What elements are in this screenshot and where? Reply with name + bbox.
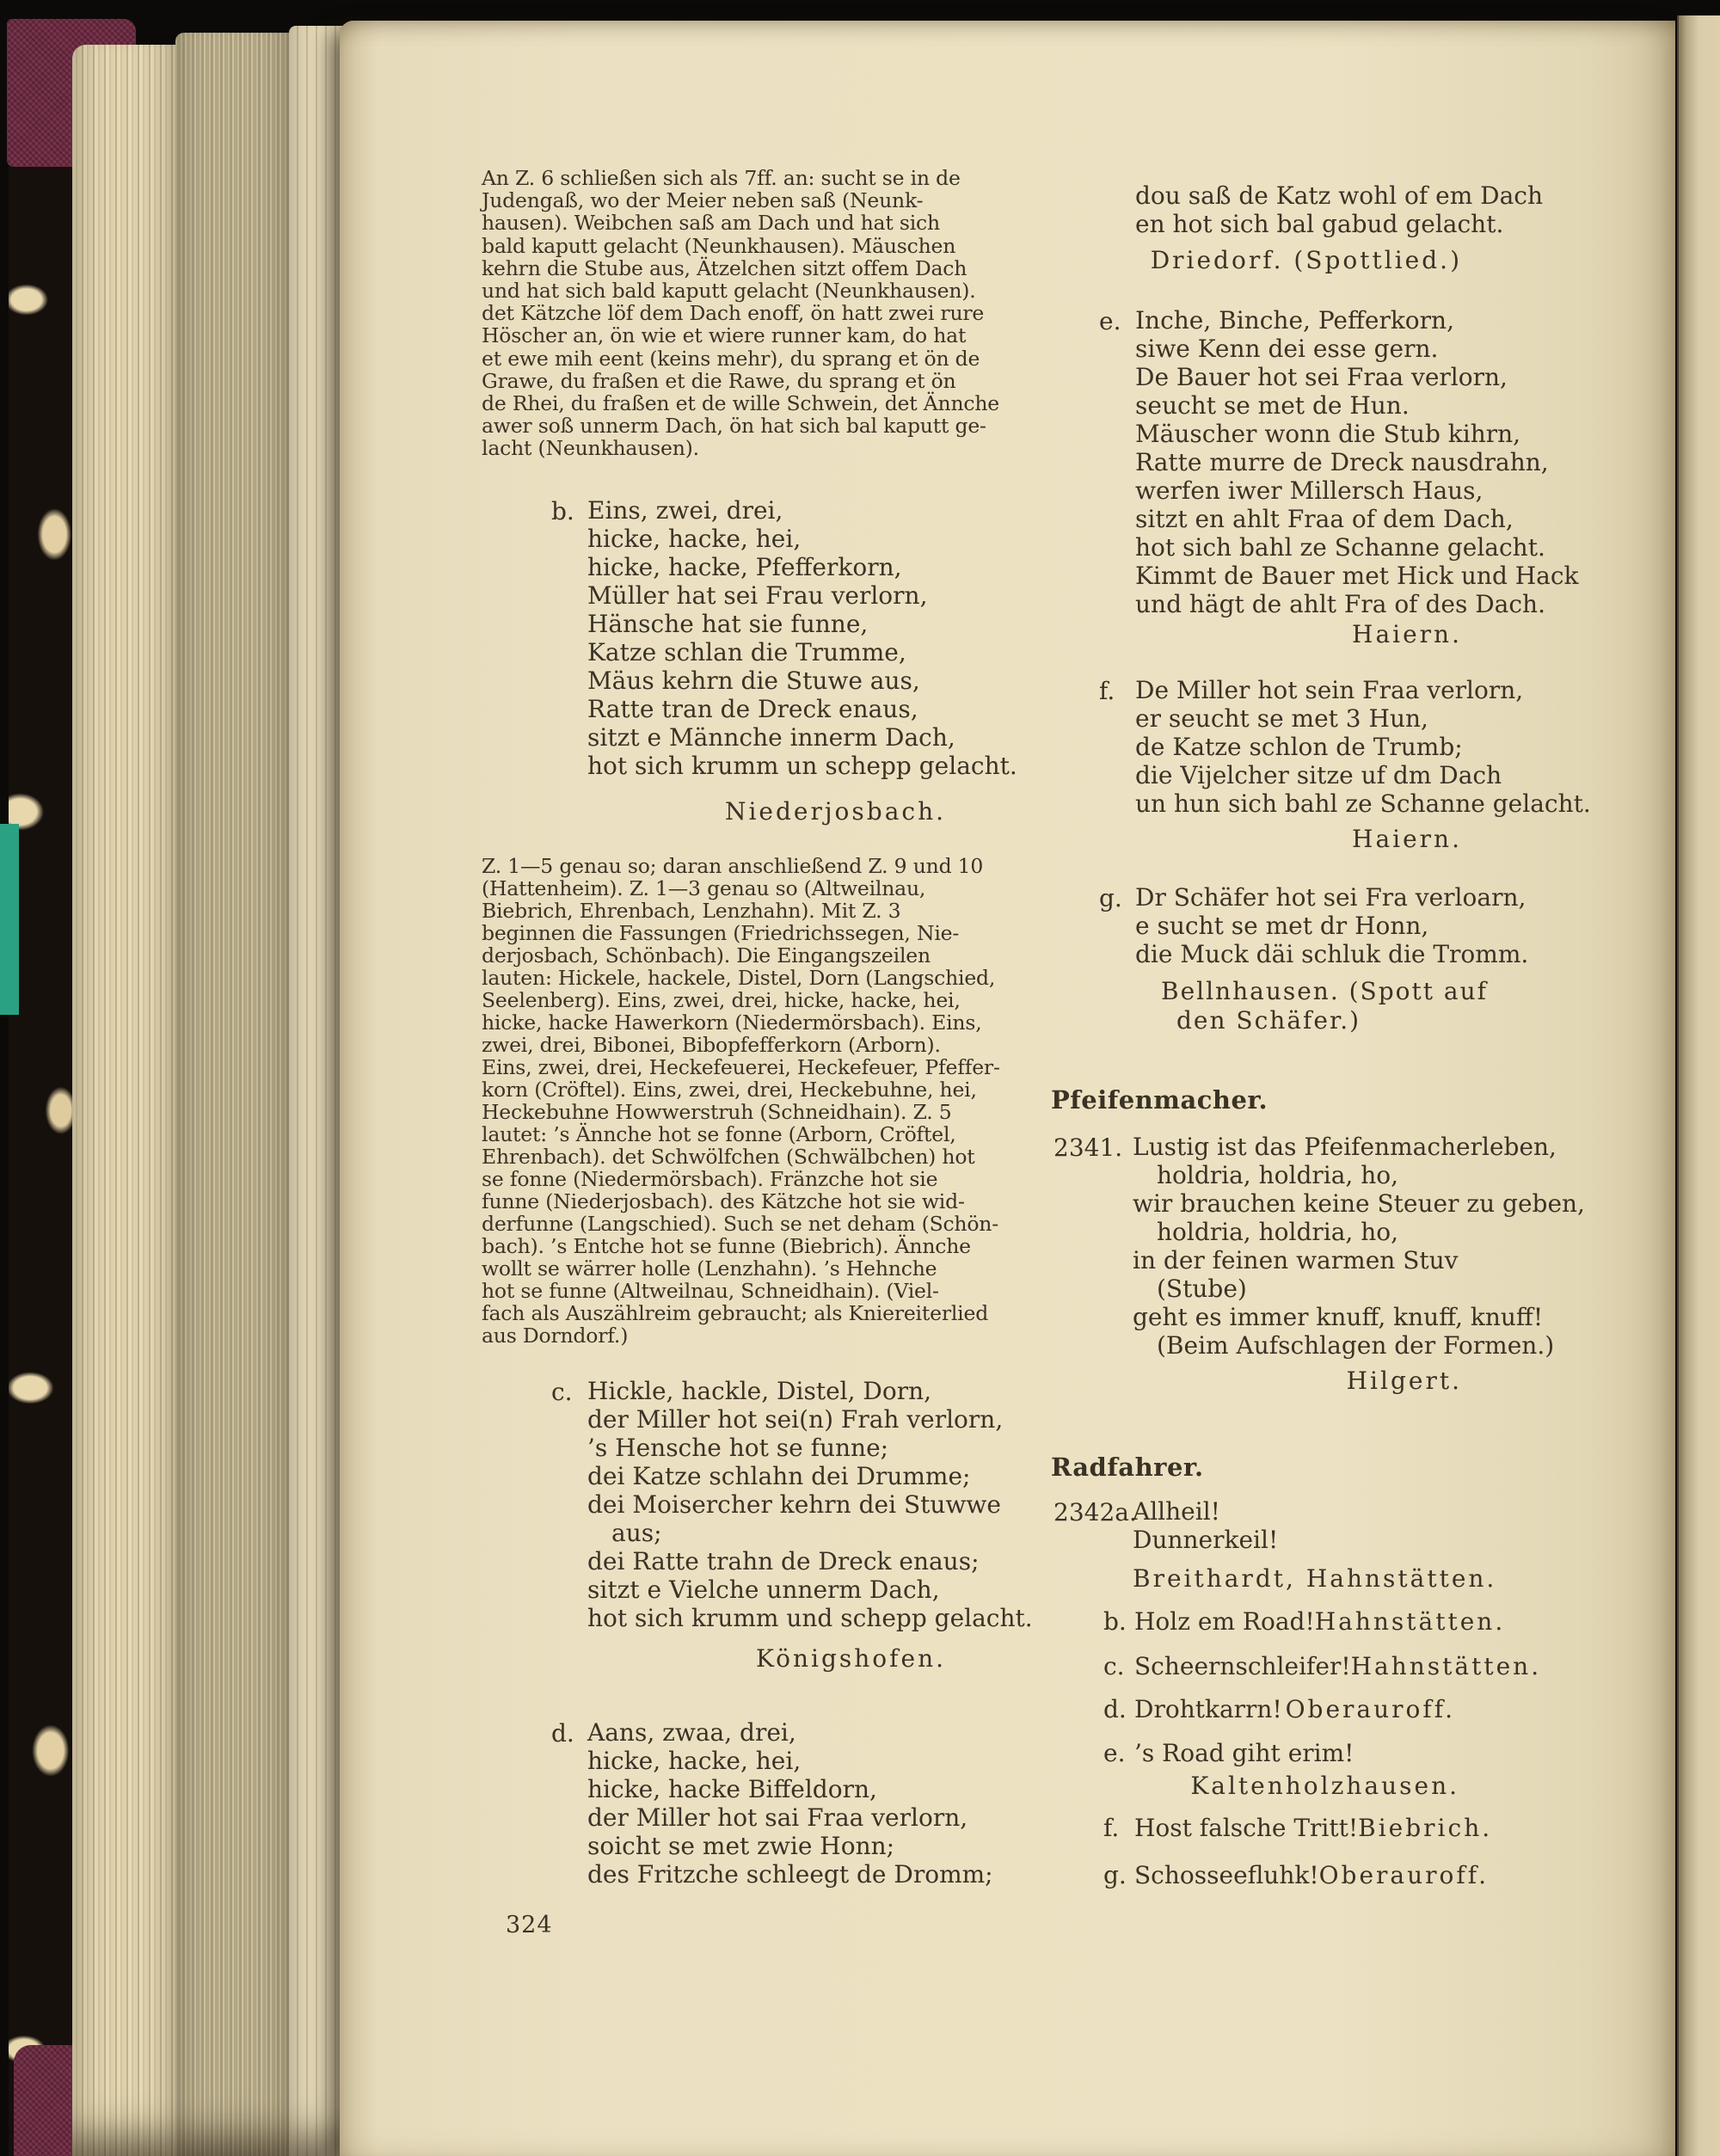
text-line: hot sich krumm un schepp gelacht. [587, 752, 1017, 780]
text-line: werfen iwer Millersch Haus, [1135, 476, 1484, 505]
poem-g-attribution [1161, 977, 1488, 1035]
text-line: Judengaß, wo der Meier neben saß (Neunk- [482, 188, 924, 213]
text-line: aus; [611, 1519, 662, 1547]
poem-a-attribution: Driedorf. (Spottlied.) [1150, 246, 1462, 274]
text-line: Mäus kehrn die Stuwe aus, [587, 666, 920, 695]
text-line: hausen). Weibchen saß am Dach und hat sich [482, 211, 940, 236]
text-line: beginnen die Fassungen (Friedrichssegen, Nie- [482, 921, 960, 945]
text-line: Biebrich, Ehrenbach, Lenzhahn). Mit Z. 3 [482, 899, 901, 923]
text-line: zwei, drei, Bibonei, Bibopfefferkorn (Arborn). [482, 1033, 941, 1057]
item-text: Schosseefluhk! [1134, 1861, 1319, 1889]
text-line: Heckebuhne Howwerstruh (Schneidhain). Z. 5 [482, 1100, 952, 1124]
text-line: seucht se met de Hun. [1135, 391, 1410, 420]
page-edge-stack-outer [72, 45, 175, 2156]
item-text: ’s Road giht erim! [1134, 1739, 1354, 1767]
section-heading-pfeifenmacher: Pfeifenmacher. [1051, 1085, 1268, 1115]
book-cover-marble-edge [9, 22, 72, 2156]
item-text: Host falsche Tritt! [1134, 1814, 1359, 1842]
text-line: en hot sich bal gabud gelacht. [1135, 210, 1504, 238]
radfahrer-item-e-place: Kaltenholzhausen. [1190, 1772, 1459, 1800]
entry-2342a-number: 2342a. [1054, 1498, 1137, 1526]
poem-e-label: e. [1099, 307, 1121, 335]
poem-e-lines [1135, 306, 1579, 618]
text-line: Lustig ist das Pfeifenmacherleben, [1133, 1133, 1557, 1161]
text-line: den Schäfer.) [1176, 1006, 1361, 1035]
text-line: Kimmt de Bauer met Hick und Hack [1135, 562, 1579, 590]
text-line: awer soß unnerm Dach, ön hat sich bal kaputt ge- [482, 414, 986, 439]
item-label: b. [1103, 1607, 1127, 1636]
text-line: Inche, Binche, Pefferkorn, [1135, 306, 1454, 335]
text-line: hot sich bahl ze Schanne gelacht. [1135, 533, 1545, 562]
text-line: hicke, hacke, Pfefferkorn, [587, 553, 902, 581]
text-line: Bellnhausen. (Spott auf [1161, 977, 1489, 1005]
text-line: (Stube) [1157, 1275, 1247, 1303]
item-text: Scheernschleifer! [1134, 1652, 1351, 1680]
text-line: lacht (Neunkhausen). [482, 436, 699, 461]
item-place: Hahnstätten. [1350, 1652, 1542, 1680]
text-line: dei Katze schlahn dei Drumme; [587, 1462, 971, 1490]
text-line: funne (Niederjosbach). des Kätzche hot sie wid- [482, 1189, 965, 1213]
entry-2341-lines [1133, 1133, 1585, 1360]
facing-page-gutter [1677, 15, 1720, 2156]
text-line: Allheil! [1133, 1497, 1220, 1526]
item-place: Biebrich. [1358, 1814, 1493, 1842]
text-line: der Miller hot sei(n) Frah verlorn, [587, 1405, 1004, 1434]
item-text: Drohtkarrn! [1134, 1695, 1282, 1723]
text-line: und hägt de ahlt Fra of des Dach. [1135, 590, 1545, 618]
poem-e [1099, 306, 1579, 618]
text-line: Dunnerkeil! [1133, 1526, 1279, 1554]
poem-b-label: b. [551, 497, 574, 525]
text-line: det Kätzche löf dem Dach enoff, ön hatt zwei rure [482, 301, 985, 326]
text-line: de Rhei, du fraßen et de wille Schwein, det Ännche [482, 391, 1000, 416]
text-line: derjosbach, Schönbach). Die Eingangszeilen [482, 943, 931, 967]
text-line: Höscher an, ön wie et wiere runner kam, do hat [482, 323, 967, 348]
poem-g [1099, 883, 1529, 968]
radfahrer-item-e [1103, 1739, 1455, 1767]
item-text: Holz em Road! [1134, 1607, 1315, 1636]
text-line: se fonne (Niedermörsbach). Fränzche hot sie [482, 1167, 938, 1191]
text-line: die Vijelcher sitze uf dm Dach [1135, 761, 1502, 789]
text-line: bach). ’s Entche hot se funne (Biebrich). Ännche [482, 1234, 971, 1258]
entry-2342a-attribution: Breithardt, Hahnstätten. [1133, 1564, 1497, 1593]
text-line: Hickle, hackle, Distel, Dorn, [587, 1377, 932, 1405]
text-line: hicke, hacke, hei, [587, 525, 802, 553]
book-page [340, 21, 1675, 2156]
poem-b-attribution: Niederjosbach. [724, 797, 946, 826]
text-line: hicke, hacke, hei, [587, 1747, 802, 1775]
page-edge-stack-middle [175, 33, 289, 2156]
text-line: Müller hat sei Frau verlorn, [587, 581, 928, 610]
text-line: Z. 1—5 genau so; daran anschließend Z. 9 und 10 [482, 854, 984, 878]
text-line: Ratte tran de Dreck enaus, [587, 695, 918, 723]
text-line: siwe Kenn dei esse gern. [1135, 335, 1439, 363]
text-line: wir brauchen keine Steuer zu geben, [1133, 1189, 1585, 1218]
radfahrer-item-d [1103, 1695, 1455, 1723]
text-line: sitzt e Vielche unnerm Dach, [587, 1576, 940, 1604]
radfahrer-item-b [1103, 1607, 1506, 1636]
text-line: sitzt e Männche innerm Dach, [587, 723, 955, 752]
text-line: soicht se met zwie Honn; [587, 1832, 895, 1860]
text-line: e sucht se met dr Honn, [1135, 912, 1429, 940]
text-line: und hat sich bald kaputt gelacht (Neunkhausen). [482, 279, 976, 304]
poem-d-lines [587, 1718, 993, 1889]
text-line: hot sich krumm und schepp gelacht. [587, 1604, 1033, 1632]
text-line: aus Dorndorf.) [482, 1324, 629, 1348]
text-line: hot se funne (Altweilnau, Schneidhain). (Viel- [482, 1279, 939, 1303]
poem-c-label: c. [551, 1378, 573, 1406]
poem-f-label: f. [1099, 677, 1115, 705]
intro-note-paragraph [482, 167, 1025, 460]
poem-c-attribution: Königshofen. [755, 1644, 946, 1673]
radfahrer-item-g [1103, 1861, 1490, 1889]
poem-a-continuation [1135, 181, 1543, 238]
text-line: bald kaputt gelacht (Neunkhausen). Mäuschen [482, 233, 956, 258]
text-line: holdria, holdria, ho, [1157, 1161, 1398, 1189]
radfahrer-item-f [1103, 1814, 1493, 1842]
text-line: Eins, zwei, drei, [587, 496, 783, 525]
text-line: (Hattenheim). Z. 1—3 genau so (Altweilnau, [482, 876, 926, 900]
text-line: Hänsche hat sie funne, [587, 610, 869, 638]
text-line: wollt se wärrer holle (Lenzhahn). ’s Hehnche [482, 1256, 937, 1281]
poem-g-label: g. [1099, 884, 1122, 912]
text-line: des Fritzche schleegt de Dromm; [587, 1860, 993, 1889]
text-line: (Beim Aufschlagen der Formen.) [1157, 1331, 1555, 1360]
text-line: Katze schlan die Trumme, [587, 638, 906, 666]
poem-d [551, 1718, 993, 1889]
item-label: d. [1103, 1695, 1127, 1723]
entry-2341-attribution: Hilgert. [1346, 1367, 1462, 1395]
text-line: Grawe, du fraßen et die Rawe, du sprang et ön [482, 368, 956, 393]
entry-2342a [1054, 1497, 1279, 1554]
poem-f-attribution: Haiern. [1352, 825, 1462, 853]
entry-2342a-lines [1133, 1497, 1278, 1554]
item-label: f. [1103, 1814, 1120, 1842]
text-line: Aans, zwaa, drei, [587, 1718, 796, 1747]
text-line: sitzt en ahlt Fraa of dem Dach, [1135, 505, 1514, 533]
text-line: in der feinen warmen Stuv [1133, 1246, 1459, 1275]
text-line: derfunne (Langschied). Such se net deham (Schön- [482, 1212, 998, 1236]
text-line: Eins, zwei, drei, Heckefeuerei, Heckefeuer, Pfeffer- [482, 1055, 1000, 1079]
text-line: dei Ratte trahn de Dreck enaus; [587, 1547, 980, 1576]
text-line: der Miller hot sai Fraa verlorn, [587, 1803, 968, 1832]
text-line: Mäuscher wonn die Stub kihrn, [1135, 420, 1521, 448]
poem-d-label: d. [551, 1719, 574, 1748]
text-line: hicke, hacke Biffeldorn, [587, 1775, 877, 1803]
entry-2341-number: 2341. [1054, 1133, 1123, 1162]
poem-c [551, 1377, 1033, 1632]
text-line: kehrn die Stube aus, Ätzelchen sitzt offem Dach [482, 255, 968, 280]
text-line: lautet: ’s Ännche hot se fonne (Arborn, Cröftel, [482, 1122, 956, 1146]
text-line: et ewe mih eent (keins mehr), du sprang et ön de [482, 346, 980, 371]
poem-g-lines [1135, 883, 1528, 968]
text-line: un hun sich bahl ze Schanne gelacht. [1135, 789, 1591, 818]
item-place: Oberauroff. [1285, 1695, 1455, 1723]
poem-e-attribution: Haiern. [1352, 620, 1462, 648]
text-line: de Katze schlon de Trumb; [1135, 733, 1463, 761]
text-line: dei Moisercher kehrn dei Stuwwe [587, 1490, 1001, 1519]
entry-2341 [1054, 1133, 1585, 1360]
text-line: Ehrenbach). det Schwölfchen (Schwälbchen) hot [482, 1145, 975, 1169]
text-line: Dr Schäfer hot sei Fra verloarn, [1135, 883, 1526, 912]
text-line: geht es immer knuff, knuff, knuff! [1133, 1303, 1544, 1331]
text-line: lauten: Hickele, hackele, Distel, Dorn (Langschied, [482, 966, 996, 990]
item-place: Hahnstätten. [1314, 1607, 1506, 1636]
poem-f [1099, 676, 1591, 818]
text-line: fach als Auszählreim gebraucht; als Kniereiterlied [482, 1301, 989, 1325]
text-line: er seucht se met 3 Hun, [1135, 704, 1428, 733]
poem-b-lines [587, 496, 1017, 780]
bookmark-teal-patch [0, 824, 19, 1015]
radfahrer-item-c [1103, 1652, 1542, 1680]
text-line: korn (Cröftel). Eins, zwei, drei, Heckebuhne, hei, [482, 1078, 977, 1102]
text-line: ’s Hensche hot se funne; [587, 1434, 889, 1462]
poem-c-lines [587, 1377, 1033, 1632]
item-label: g. [1103, 1861, 1127, 1889]
variants-note-paragraph [482, 855, 1025, 1347]
item-label: e. [1103, 1739, 1126, 1767]
poem-f-lines [1135, 676, 1591, 818]
text-line: dou saß de Katz wohl of em Dach [1135, 181, 1544, 210]
text-line: Ratte murre de Dreck nausdrahn, [1135, 448, 1549, 476]
poem-b [551, 496, 1017, 780]
item-label: c. [1103, 1652, 1125, 1680]
text-line: De Bauer hot sei Fraa verlorn, [1135, 363, 1508, 391]
text-line: hicke, hacke Hawerkorn (Niedermörsbach). Eins, [482, 1010, 982, 1035]
text-line: Seelenberg). Eins, zwei, drei, hicke, hacke, hei, [482, 988, 961, 1012]
page-number: 324 [506, 1912, 553, 1938]
poem-a-lines [1135, 181, 1543, 238]
text-line: holdria, holdria, ho, [1157, 1218, 1398, 1246]
text-line: An Z. 6 schließen sich als 7ff. an: sucht se in de [482, 166, 961, 190]
text-line: die Muck däi schluk die Tromm. [1135, 940, 1529, 968]
section-heading-radfahrer: Radfahrer. [1051, 1453, 1204, 1482]
text-line: De Miller hot sein Fraa verlorn, [1135, 676, 1524, 704]
item-place: Oberauroff. [1318, 1861, 1490, 1889]
